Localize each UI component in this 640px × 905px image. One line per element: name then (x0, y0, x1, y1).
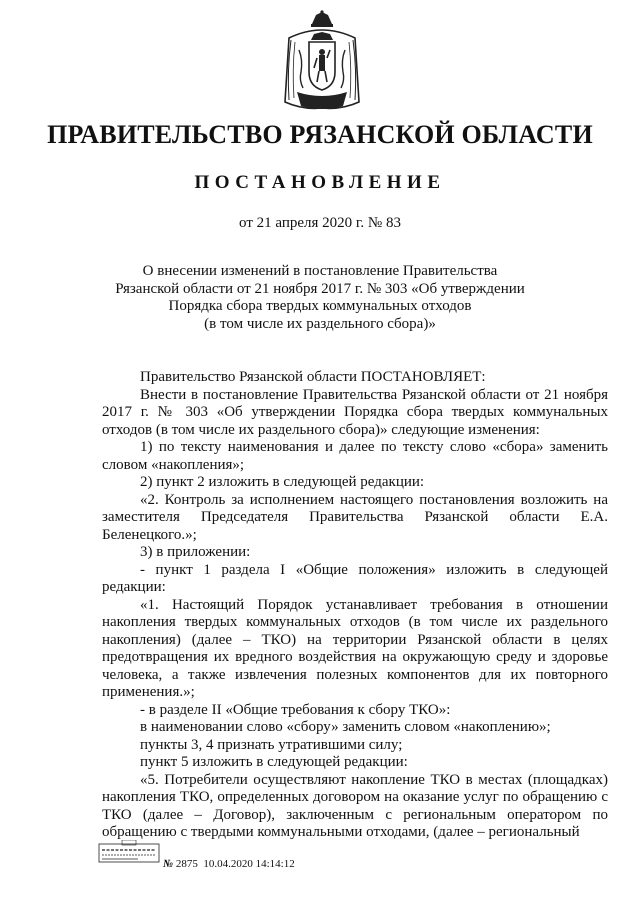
document-type: ПОСТАНОВЛЕНИЕ (194, 172, 446, 193)
government-title: ПРАВИТЕЛЬСТВО РЯЗАНСКОЙ ОБЛАСТИ (47, 120, 593, 149)
registry-stamp-icon (98, 840, 160, 864)
item-3-b-1: в наименовании слово «сбору» заменить словом «накоплению»; (140, 719, 551, 735)
coat-of-arms-icon (281, 10, 363, 114)
item-3-b-2: пункты 3, 4 признать утратившими силу; (140, 736, 403, 753)
registration-footer (163, 858, 295, 870)
registration-mark-icon: № (163, 858, 174, 870)
item-2: 2) пункт 2 изложить в следующей редакции: (140, 474, 425, 490)
item-3-a-text: «1. Настоящий Порядок устанавливает требования в отношении накопления твердых коммунальных отходов (в том числе их раздельного накопления) (далее – ТКО) на территории Рязанской области в целях предотвращения их вредного воздействия на окружающую среду и здоровье человека, а также извлечения полезных компонентов для их повторного применения.»; (102, 596, 608, 700)
item-3-b: - в разделе II «Общие требования к сбору ТКО»: (140, 701, 451, 718)
preamble: Правительство Рязанской области ПОСТАНОВЛЯЕТ: (140, 369, 486, 385)
subject-line: О внесении изменений в постановление Правительства (142, 263, 498, 279)
subject-line: Рязанской области от 21 ноября 2017 г. № 303 «Об утверждении (115, 280, 525, 297)
subject-line: Порядка сбора твердых коммунальных отходов (168, 298, 472, 314)
item-3-b-3-text: «5. Потребители осуществляют накопление ТКО в местах (площадках) накопления ТКО, определенных договором на оказание услуг по обращению с ТКО (далее – Договор), заключенным с региональным оператором по обращению с твердыми коммунальными отходами, (далее – региональный (102, 771, 608, 840)
subject-line: (в том числе их раздельного сбора)» (204, 315, 436, 332)
registration-timestamp: 10.04.2020 14:14:12 (203, 858, 295, 870)
document-subject (90, 263, 550, 333)
intro-paragraph: Внести в постановление Правительства Рязанской области от 21 ноября 2017 г. № 303 «Об утверждении Порядка сбора твердых коммунальных отходов (в том числе их раздельного сбора)» следующие изменения: (102, 386, 608, 438)
item-3-b-3: пункт 5 изложить в следующей редакции: (140, 754, 408, 770)
item-1: 1) по тексту наименования и далее по тексту слово «сбора» заменить словом «накопления»; (102, 439, 608, 473)
item-3: 3) в приложении: (140, 544, 251, 560)
item-2-text: «2. Контроль за исполнением настоящего постановления возложить на заместителя Председателя Правительства Рязанской области Е.А. Беленецкого.»; (102, 491, 608, 543)
registration-number: 2875 (175, 858, 198, 870)
document-body (102, 369, 608, 842)
document-date: от 21 апреля 2020 г. № 83 (239, 215, 401, 231)
item-3-a: - пункт 1 раздела I «Общие положения» изложить в следующей редакции: (102, 561, 608, 595)
